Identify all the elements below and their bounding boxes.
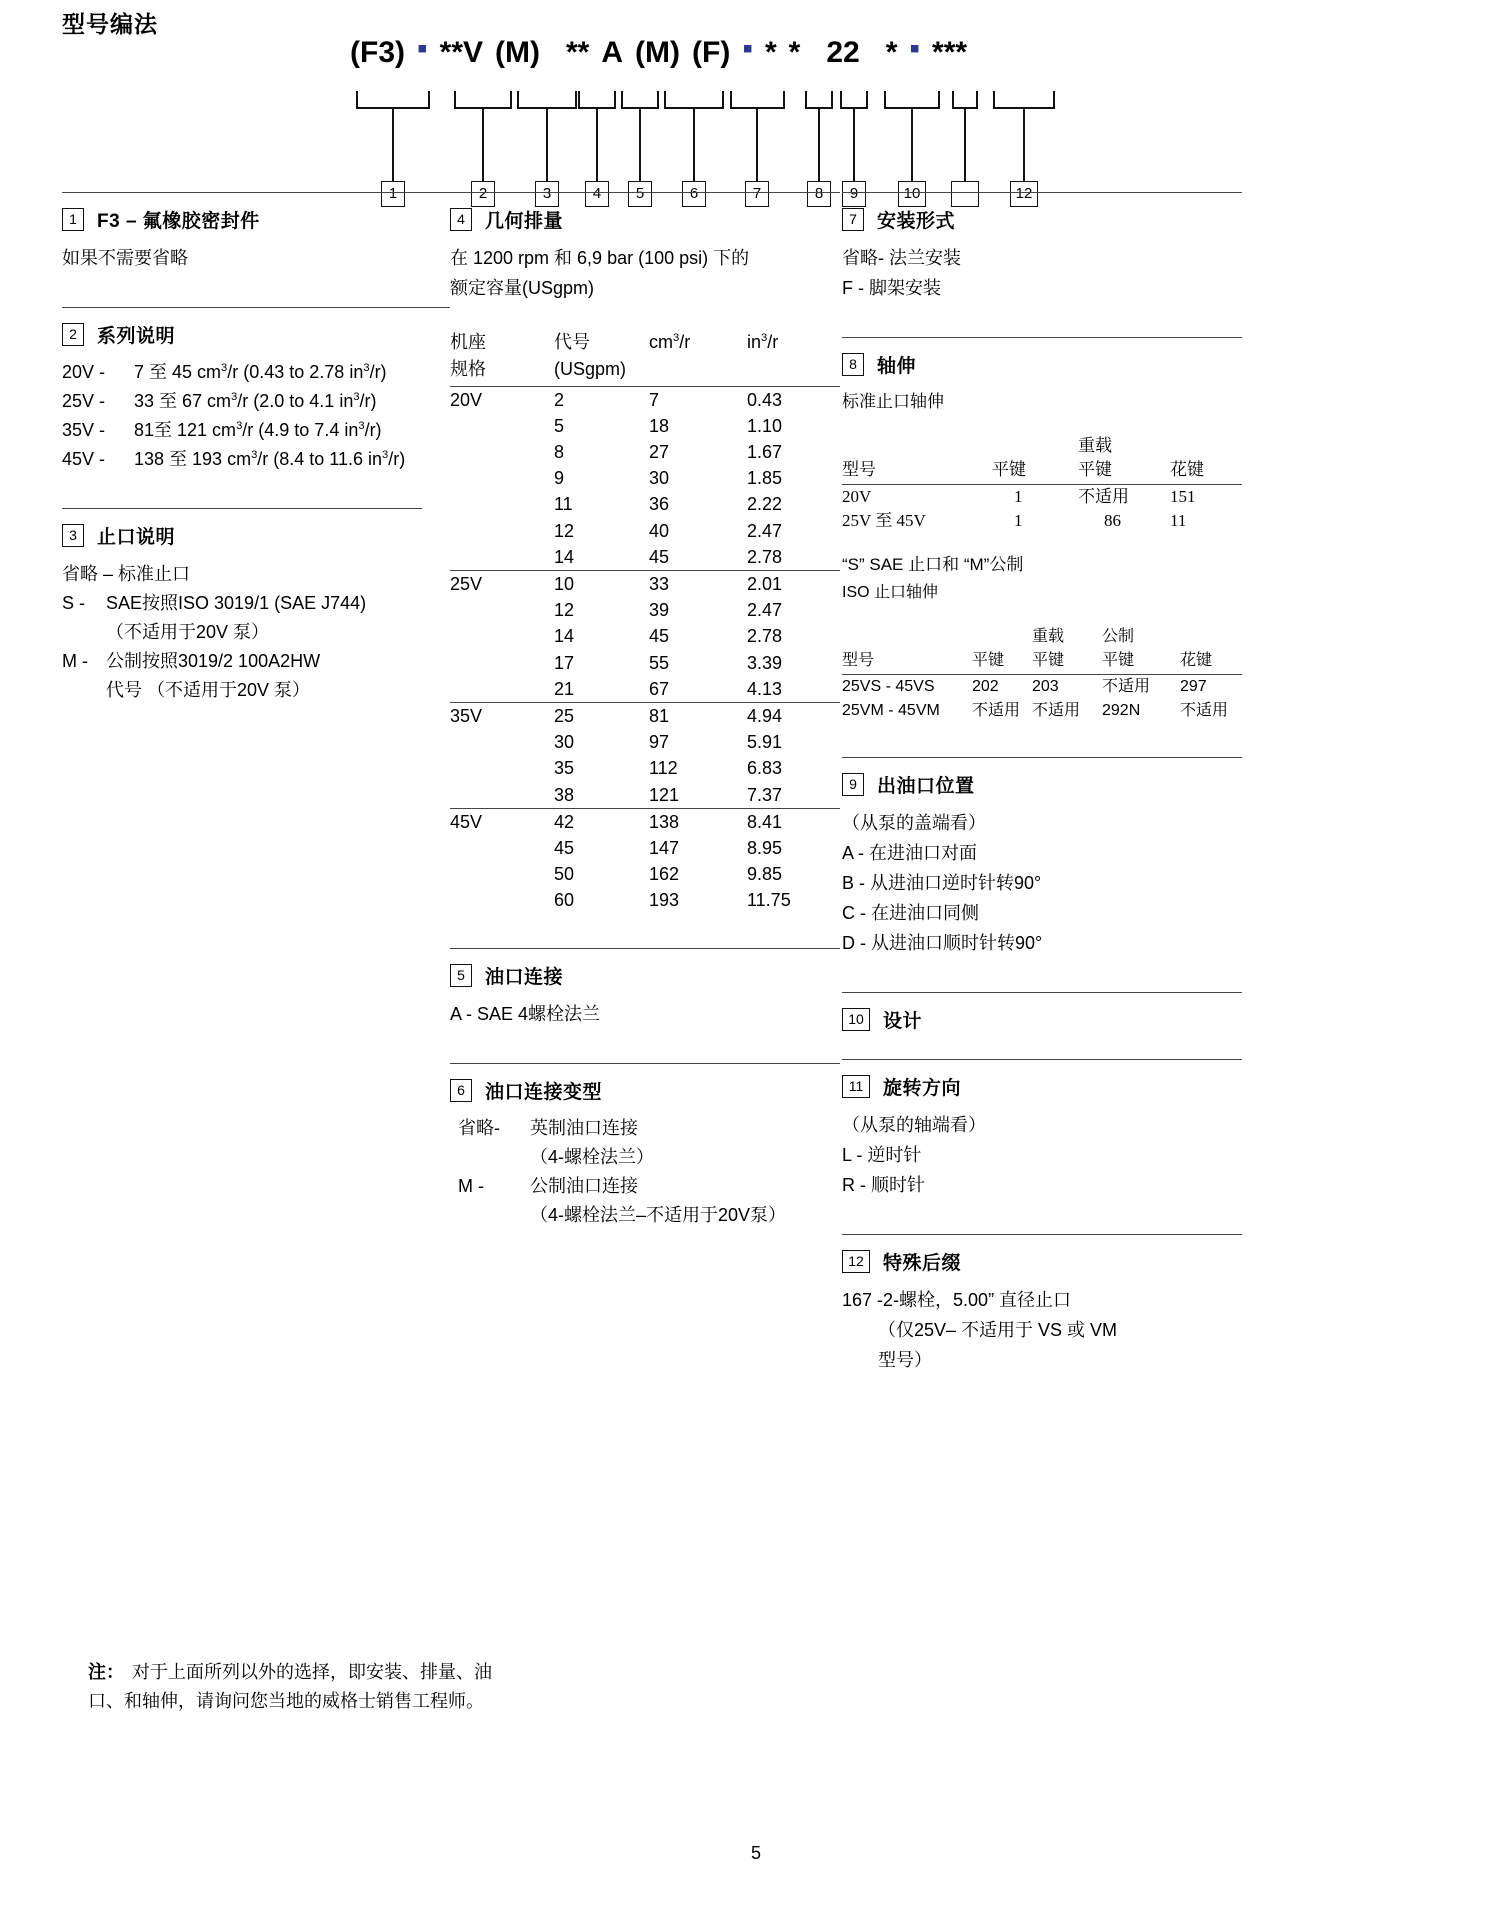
divider [62,508,422,509]
divider [450,948,840,949]
table-row [450,570,840,597]
cell-code: 17 [554,652,575,673]
table-row [450,755,840,781]
section-title-6: 油口连接变型 [485,1081,603,1103]
list-item [62,387,450,416]
table-row [450,702,840,729]
list-item [450,1172,840,1201]
cell-cm: 138 [649,808,747,835]
section-9 [842,771,1242,958]
series-key: 35V - [62,420,106,440]
outlet-view-note: （从泵的盖端看） [842,813,986,833]
cell-cm: 112 [649,758,678,779]
model-code-brackets [350,91,1033,202]
cell-code: 2 [554,389,565,410]
cell-frame: 45V [450,808,554,835]
table-header-row-2 [450,356,840,383]
option-key-m: M - [62,651,88,671]
table-row [450,439,840,465]
cell-cm: 36 [649,494,670,515]
section-7 [842,206,1242,303]
outlet-option-a: A - 在进油口对面 [842,843,978,863]
series-value: 7 至 45 $cm^3/r$ (0.43 to 2.78 $in^3/r$) [134,362,387,382]
header-heavy-line2: 平键 [1032,651,1065,669]
option-note-m: 代号 （不适用于20V 泵） [106,680,311,700]
mounting-option-f: F - 脚架安装 [842,278,941,298]
header-frame-2: 规格 [450,359,486,379]
cell-in: 2.78 [747,546,783,567]
table-row [450,808,840,835]
cell-cm: 147 [649,837,680,858]
table-header-row [842,625,1242,649]
cell-spline: 不适用 [1180,702,1229,719]
cell-in: 0.43 [747,389,783,410]
cell-model: 25VM - 45VM [842,702,940,719]
cell-in: 2.22 [747,494,783,515]
list-item [450,1114,840,1143]
section-title-5: 油口连接 [485,966,564,988]
section-2 [62,321,450,474]
table-row [450,623,840,649]
section-4-subtitle-2: 额定容量(USgpm) [450,278,595,298]
section-number-8: 8 [842,353,864,376]
column-left [62,192,450,705]
option-key-omit: 省略- [458,1117,500,1138]
option-value-m: 公制按照3019/2 100A2HW [106,651,321,671]
table-row [450,650,840,676]
outlet-option-c: C - 在进油口同侧 [842,903,979,923]
footnote-line-1: 对于上面所列以外的选择，即安装、排量、油 [132,1662,492,1682]
divider [842,992,1242,993]
displacement-table [450,329,840,914]
table-row [450,729,840,755]
cell-code: 45 [554,837,575,858]
option-value-s: SAE按照ISO 3019/1 (SAE J744) [106,593,367,613]
cell-frame: 20V [450,389,483,410]
divider [842,757,1242,758]
option-note-m: （4-螺栓法兰–不适用于20V泵） [530,1204,787,1225]
table-row [450,413,840,439]
cell-key: 不适用 [972,702,1021,719]
table-row [450,782,840,809]
outlet-option-d: D - 从进油口顺时针转90° [842,933,1043,953]
header-heavy-line1: 重载 [1032,627,1065,645]
table-header-row [450,329,840,356]
rotation-option-l: L - 逆时针 [842,1145,922,1165]
code-index-5: 5 [628,181,652,207]
header-code-1: 代号 [554,332,590,352]
series-list [62,358,450,474]
section-8-mid-1: “S” SAE 止口和 “M”公制 [842,554,1024,574]
table-header-row-2 [842,649,1242,673]
cell-code: 35 [554,758,575,779]
table-row [450,465,840,491]
cell-spline: 151 [1170,486,1196,506]
section-5-line: A - SAE 4螺栓法兰 [450,1003,601,1024]
rotation-option-r: R - 顺时针 [842,1175,925,1195]
header-spline: 花键 [1180,651,1213,669]
section-title-11: 旋转方向 [883,1078,962,1099]
section-1-line: 如果不需要省略 [62,248,188,268]
cell-frame: 25V [450,570,554,597]
table-row [842,675,1242,700]
section-title-1: F3 – 氟橡胶密封件 [97,211,260,232]
section-number-11: 11 [842,1075,870,1098]
list-item [62,589,450,618]
section-6 [450,1077,840,1230]
cell-code: 30 [554,732,575,753]
header-in: $in^3/r$ [747,332,779,352]
divider [842,337,1242,338]
shaft-sae-iso-table [842,625,1242,724]
section-8 [842,351,1242,723]
footnote-line-2: 口、和轴伸，请询问您当地的威格士销售工程师。 [88,1691,484,1711]
header-frame-1: 机座 [450,332,486,352]
cell-code: 9 [554,468,565,489]
table-row [450,676,840,703]
cell-code: 12 [554,600,575,621]
series-value: 81至 121 $cm^3/r$ (4.9 to 7.4 $in^3/r$) [134,420,382,440]
section-title-10: 设计 [883,1011,923,1032]
header-key: 平键 [992,460,1026,479]
cell-metric: 292N [1102,702,1141,719]
cell-spline: 11 [1170,510,1187,530]
section-3-standard: 省略 – 标准止口 [62,564,191,584]
list-item [62,416,450,445]
section-number-9: 9 [842,773,864,796]
cell-model: 20V [842,486,872,506]
cell-cm: 193 [649,890,680,911]
table-row [842,484,1242,509]
option-value-m: 公制油口连接 [530,1175,638,1196]
cell-code: 5 [554,415,565,436]
footnote-label: 注： [88,1662,124,1682]
section-12 [842,1248,1242,1375]
cell-in: 7.37 [747,784,783,805]
option-key-s: S - [62,593,86,613]
cell-in: 4.94 [747,702,840,729]
outlet-option-b: B - 从进油口逆时针转90° [842,873,1042,893]
divider [62,307,450,308]
cell-in: 3.39 [747,652,783,673]
cell-cm: 97 [649,732,670,753]
list-item [62,647,450,676]
series-value: 138 至 193 $cm^3/r$ (8.4 to 11.6 $in^3/r$) [134,449,406,469]
table-row [842,509,1242,533]
code-index-10: 10 [898,181,926,207]
divider [842,1234,1242,1235]
header-spline: 花键 [1170,460,1204,479]
cell-in: 5.91 [747,732,783,753]
section-1 [62,206,450,273]
cell-cm: 45 [649,626,670,647]
header-metric-line1: 公制 [1102,627,1135,645]
table-row [450,887,840,913]
cell-in: 1.67 [747,441,783,462]
header-heavy-line1: 重载 [1078,436,1112,455]
column-middle [450,192,840,1230]
table-header-row-2 [842,458,1242,482]
cell-in: 2.47 [747,600,783,621]
code-index-9: 9 [842,181,866,207]
cell-code: 38 [554,784,575,805]
cell-in: 4.13 [747,678,783,699]
cell-code: 50 [554,864,575,885]
option-key-m: M - [458,1175,484,1196]
cell-cm: 7 [649,389,660,410]
cell-in: 1.85 [747,468,783,489]
cell-cm: 67 [649,678,670,699]
cell-in: 9.85 [747,864,783,885]
divider [842,1059,1242,1060]
header-heavy-line2: 平键 [1078,460,1112,479]
cell-frame: 35V [450,702,554,729]
code-index-2: 2 [471,181,495,207]
cell-in: 2.47 [747,520,783,541]
divider [450,192,840,193]
table-header-row [842,434,1242,458]
suffix-line-2: （仅25V– 不适用于 VS 或 VM [878,1320,1118,1340]
section-title-3: 止口说明 [97,527,176,548]
table-row [450,491,840,517]
section-title-2: 系列说明 [97,326,176,347]
section-number-4: 4 [450,208,472,231]
series-key: 20V - [62,362,106,382]
section-title-7: 安装形式 [877,211,956,232]
section-title-4: 几何排量 [485,211,564,232]
cell-heavy: 203 [1032,678,1059,695]
displacement-table-body [450,386,840,914]
code-index-8: 8 [807,181,831,207]
header-metric-line2: 平键 [1102,651,1135,669]
cell-key: 1 [1014,486,1023,506]
cell-heavy: 86 [1104,510,1121,530]
cell-in: 1.10 [747,415,783,436]
cell-code: 14 [554,546,575,567]
code-index-3: 3 [535,181,559,207]
list-item [62,358,450,387]
section-8-intro: 标准止口轴伸 [842,392,944,411]
cell-heavy: 不适用 [1078,486,1129,506]
header-model: 型号 [842,460,876,479]
section-3 [62,522,450,705]
cell-code: 14 [554,626,575,647]
series-key: 45V - [62,449,106,469]
cell-cm: 45 [649,546,670,567]
section-10 [842,1006,1242,1033]
cell-cm: 121 [649,784,680,805]
table-row [450,544,840,571]
header-code-2: (USgpm) [554,359,627,379]
cell-cm: 40 [649,520,670,541]
code-index-6: 6 [682,181,706,207]
header-model: 型号 [842,651,875,669]
cell-in: 6.83 [747,758,783,779]
cell-cm: 27 [649,441,670,462]
cell-spline: 297 [1180,678,1207,695]
cell-cm: 81 [649,702,747,729]
section-number-7: 7 [842,208,864,231]
section-title-9: 出油口位置 [877,776,975,797]
section-number-1: 1 [62,208,84,231]
section-number-5: 5 [450,964,472,987]
cell-code: 8 [554,441,565,462]
code-index-1: 1 [381,181,405,207]
cell-in: 8.95 [747,837,783,858]
option-note-omit: （4-螺栓法兰） [530,1146,655,1167]
model-code-diagram [350,32,1033,202]
page-number: 5 [750,1843,761,1863]
section-number-3: 3 [62,524,84,547]
cell-key: 1 [1014,510,1023,530]
series-key: 25V - [62,391,106,411]
section-number-12: 12 [842,1250,870,1273]
section-8-mid-2: ISO 止口轴伸 [842,583,939,601]
cell-metric: 不适用 [1102,678,1151,695]
cell-in: 2.78 [747,626,783,647]
section-11 [842,1073,1242,1200]
header-key: 平键 [972,651,1005,669]
shaft-standard-table [842,434,1242,533]
table-row [450,835,840,861]
list-item [62,445,450,474]
divider [842,192,1242,193]
cell-code: 60 [554,890,575,911]
cell-cm: 39 [649,600,670,621]
mounting-option-omit: 省略- 法兰安装 [842,248,961,268]
cell-code: 25 [554,702,649,729]
model-code-string: (F3) ▪ **V (M) ** A (M) (F) ▪ * * 22 * ▪ *** [350,32,968,69]
table-row [450,518,840,544]
cell-model: 25V 至 45V [842,510,926,530]
cell-cm: 18 [649,415,670,436]
cell-heavy: 不适用 [1032,702,1081,719]
section-4 [450,206,840,914]
section-number-6: 6 [450,1079,472,1102]
cell-cm: 33 [649,570,747,597]
cell-cm: 30 [649,468,670,489]
table-row [450,386,840,413]
footnote [88,1658,788,1716]
cell-key: 202 [972,678,999,695]
suffix-line-1: 167 -2-螺栓，5.00” 直径止口 [842,1290,1072,1310]
section-title-8: 轴伸 [877,356,917,377]
section-5 [450,962,840,1029]
option-note-s: （不适用于20V 泵） [106,622,270,642]
section-number-10: 10 [842,1008,870,1031]
cell-code: 11 [554,494,573,515]
cell-code: 12 [554,520,575,541]
cell-code: 10 [554,570,649,597]
section-4-subtitle-1: 在 1200 rpm 和 6,9 bar (100 psi) 下的 [450,248,750,268]
table-row [450,597,840,623]
cell-in: 2.01 [747,570,840,597]
cell-code: 21 [554,678,575,699]
page-title: 型号编法 [62,11,158,37]
code-index-4: 4 [585,181,609,207]
table-row [450,861,840,887]
suffix-line-3: 型号） [878,1350,932,1370]
table-row [842,699,1242,723]
cell-code: 42 [554,808,649,835]
rotation-view-note: （从泵的轴端看） [842,1115,986,1135]
cell-model: 25VS - 45VS [842,678,935,695]
code-index-12: 12 [1010,181,1038,207]
code-index-7: 7 [745,181,769,207]
cell-in: 11.75 [747,890,791,911]
section-title-12: 特殊后缀 [883,1253,962,1274]
divider [450,1063,840,1064]
section-number-2: 2 [62,323,84,346]
header-cm: $cm^3/r$ [649,332,691,352]
series-value: 33 至 67 $cm^3/r$ (2.0 to 4.1 $in^3/r$) [134,391,377,411]
column-right [842,192,1242,1375]
option-value-omit: 英制油口连接 [530,1117,638,1138]
cell-cm: 162 [649,864,680,885]
divider [62,192,450,193]
cell-in: 8.41 [747,808,840,835]
cell-cm: 55 [649,652,670,673]
